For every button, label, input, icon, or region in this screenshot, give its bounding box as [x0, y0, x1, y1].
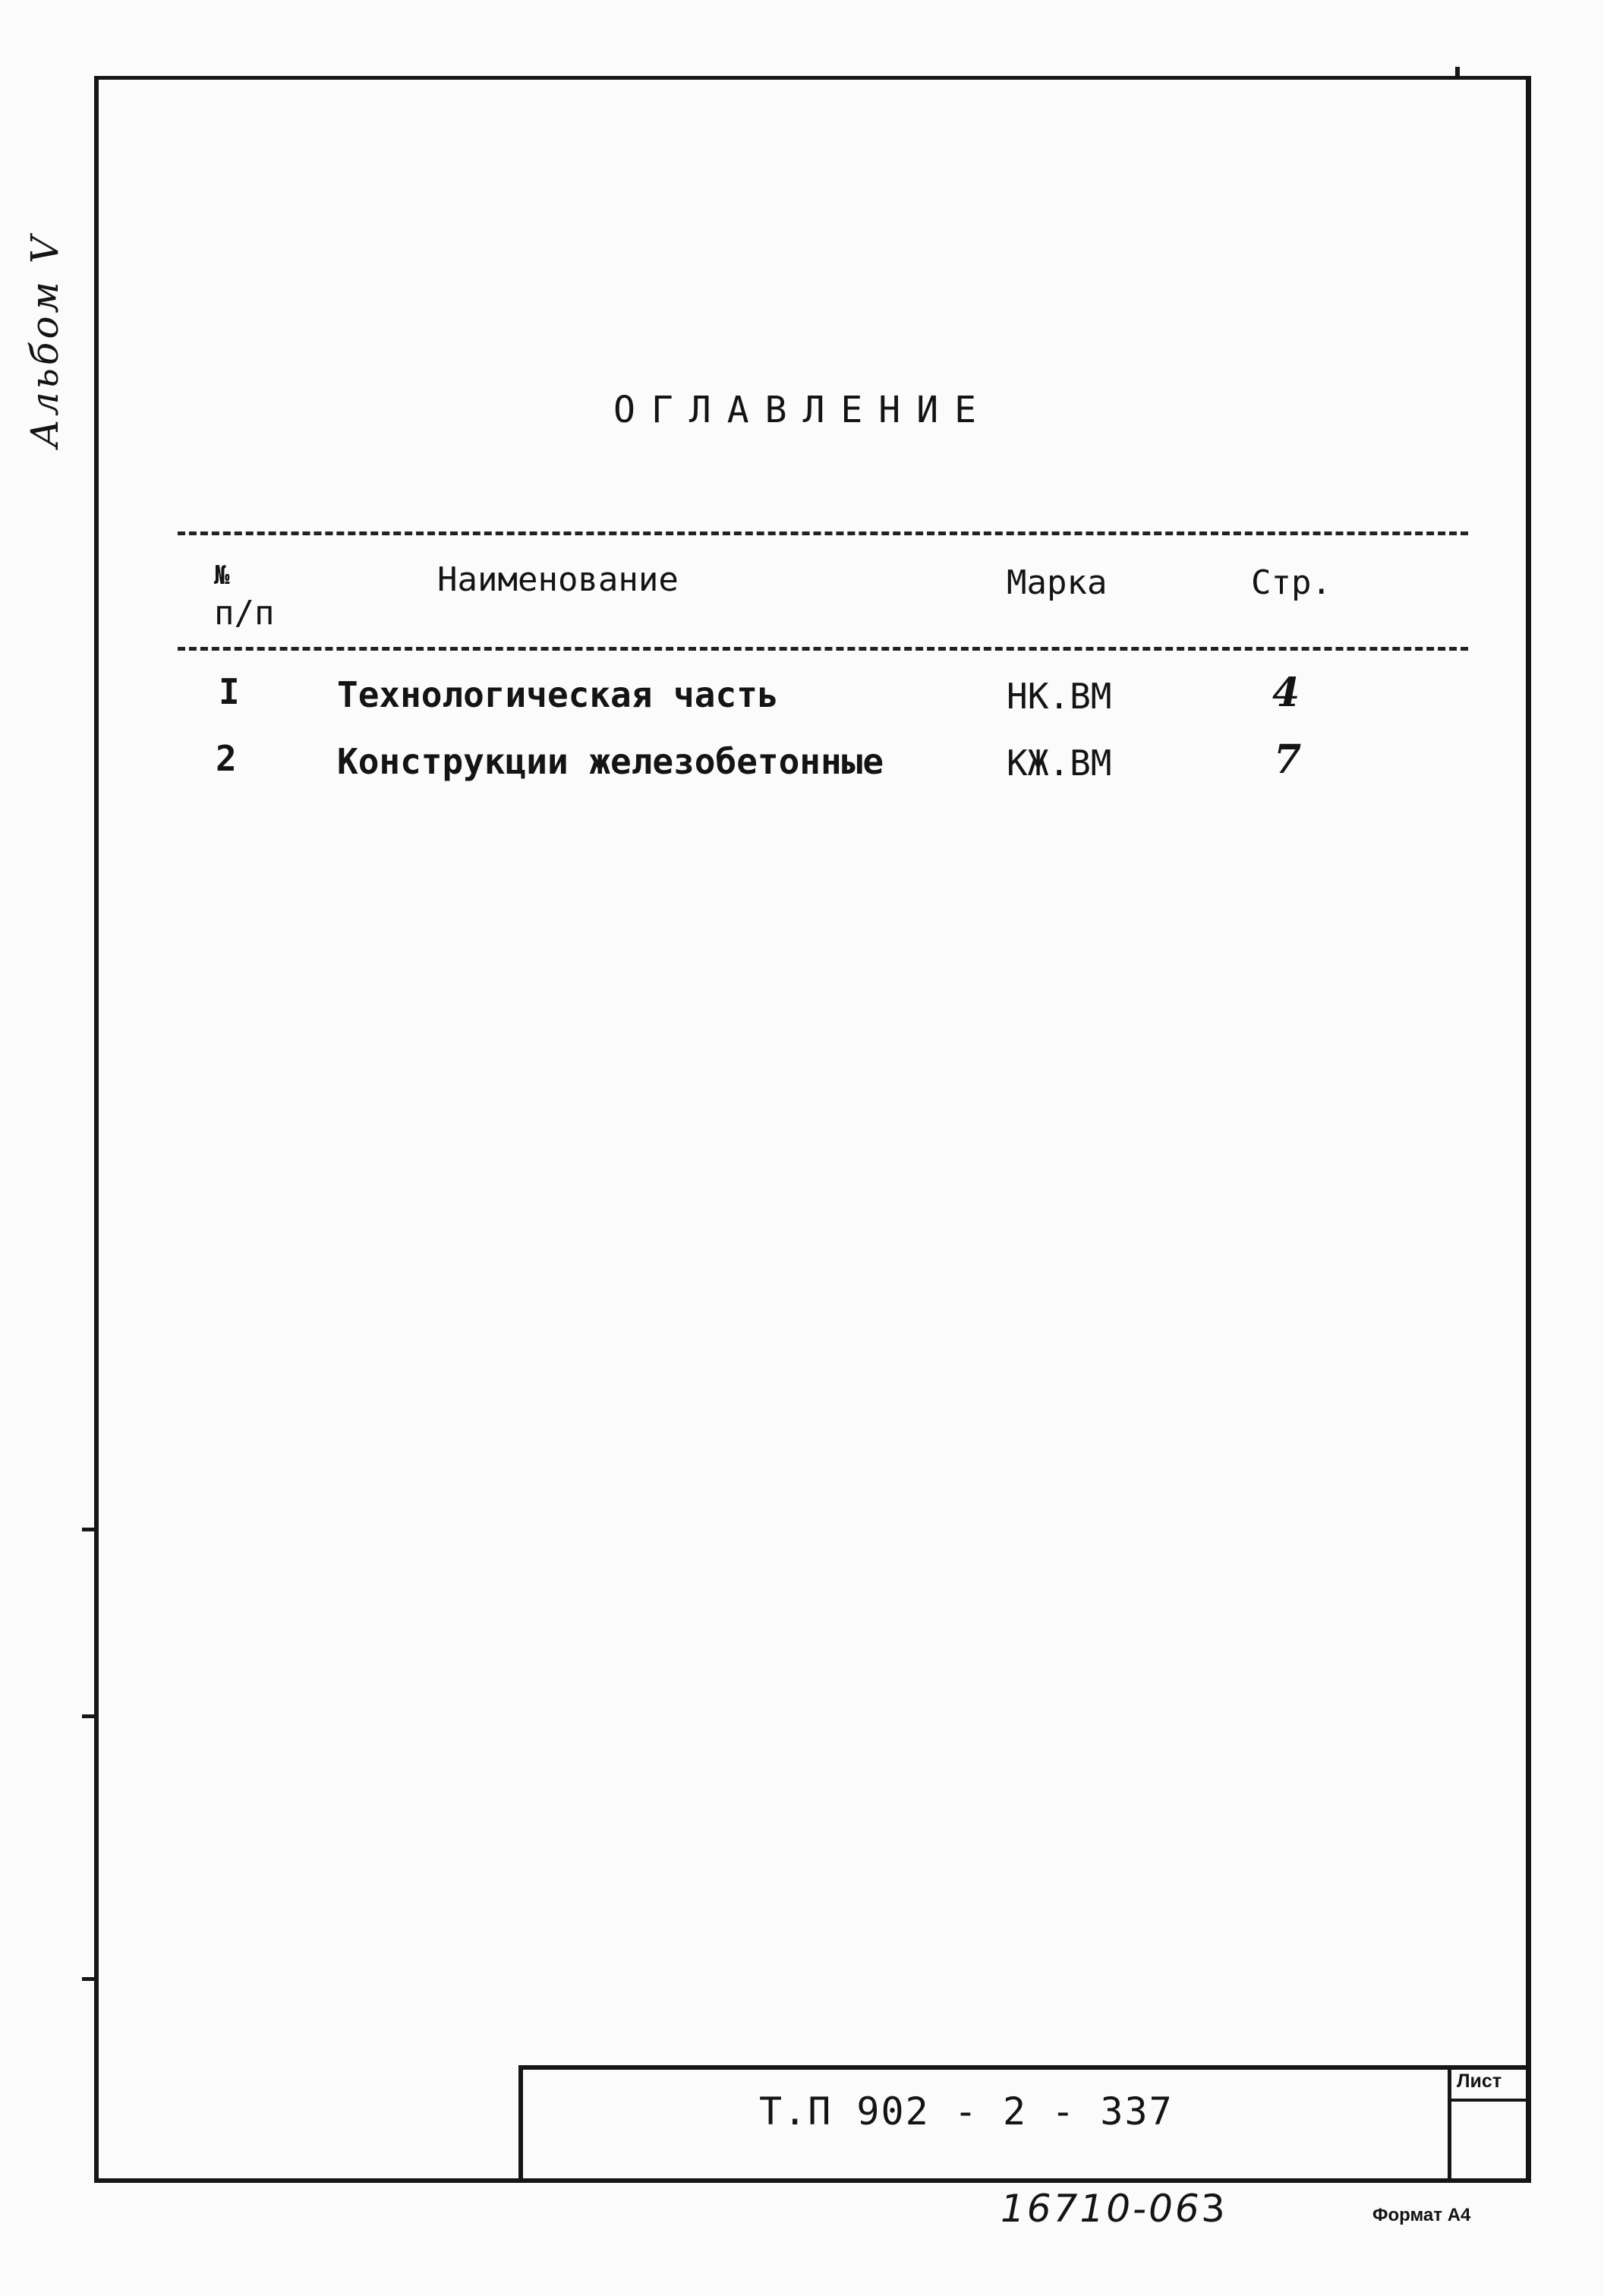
album-note: Альбом V	[23, 232, 67, 448]
header-number-sign: №	[214, 560, 230, 591]
row-name: Технологическая часть	[337, 674, 779, 715]
table-header-rule	[178, 647, 1468, 651]
header-number: п/п	[214, 594, 275, 632]
row-name: Конструкции железобетонные	[337, 741, 884, 782]
frame-corner-mark	[1455, 67, 1460, 77]
margin-tick	[82, 1528, 94, 1531]
row-number: 2	[216, 738, 237, 779]
row-page: 7	[1274, 736, 1302, 783]
sheet-number: 3	[1201, 2187, 1225, 2231]
row-mark: НК.ВМ	[1007, 676, 1112, 717]
header-name: Наименование	[437, 560, 679, 599]
paper-format: Формат А4	[1372, 2205, 1471, 2225]
row-number: I	[219, 671, 240, 712]
margin-tick	[82, 1977, 94, 1981]
table-top-rule	[178, 531, 1468, 535]
sheet-label: Лист	[1457, 2070, 1502, 2092]
row-mark: КЖ.ВМ	[1007, 743, 1112, 784]
header-mark: Марка	[1007, 563, 1108, 602]
margin-tick	[82, 1714, 94, 1718]
inventory-number: 16710-06	[1001, 2187, 1202, 2231]
page-title: ОГЛАВЛЕНИЕ	[613, 389, 992, 431]
document-code: Т.П 902 - 2 - 337	[759, 2089, 1174, 2134]
header-page: Стр.	[1251, 563, 1331, 602]
row-page: 4	[1272, 670, 1300, 716]
